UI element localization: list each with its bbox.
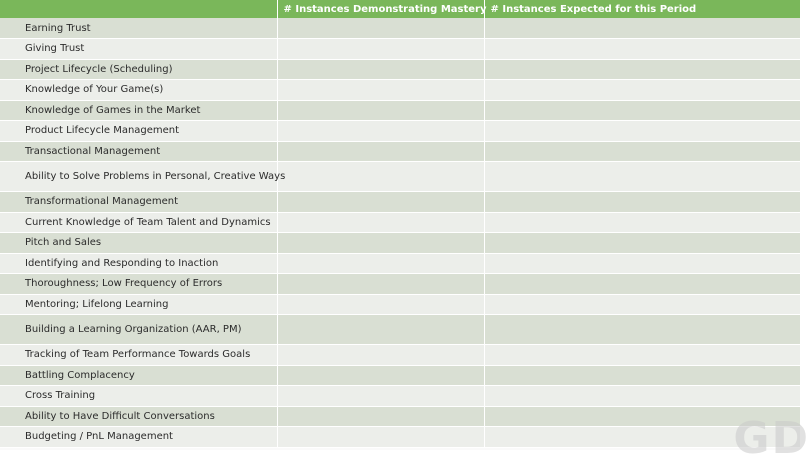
table-row xyxy=(0,59,800,80)
table-header-row xyxy=(0,0,800,18)
expected-cell xyxy=(484,365,800,386)
table-row xyxy=(0,315,800,345)
expected-cell xyxy=(484,315,800,345)
competency-label: Building a Learning Organization (AAR, PM) xyxy=(0,315,277,345)
table-row xyxy=(0,162,800,192)
competency-label: Project Lifecycle (Scheduling) xyxy=(0,59,277,80)
competency-label: Ability to Have Difficult Conversations xyxy=(0,406,277,427)
mastery-cell xyxy=(277,212,484,233)
expected-cell xyxy=(484,121,800,142)
mastery-cell xyxy=(277,121,484,142)
competency-label: Pitch and Sales xyxy=(0,233,277,254)
mastery-cell xyxy=(277,294,484,315)
competency-label: Identifying and Responding to Inaction xyxy=(0,253,277,274)
table-row xyxy=(0,100,800,121)
table-row xyxy=(0,345,800,366)
table-row xyxy=(0,233,800,254)
expected-cell xyxy=(484,274,800,295)
competency-label: Ability to Solve Problems in Personal, Creative Ways xyxy=(0,162,277,192)
competency-label: Battling Complacency xyxy=(0,365,277,386)
expected-cell xyxy=(484,141,800,162)
expected-cell xyxy=(484,253,800,274)
table-row xyxy=(0,406,800,427)
table-row xyxy=(0,294,800,315)
mastery-cell xyxy=(277,406,484,427)
column-header-mastery: # Instances Demonstrating Mastery xyxy=(277,0,484,18)
competency-label: Cross Training xyxy=(0,386,277,407)
competency-label: Knowledge of Games in the Market xyxy=(0,100,277,121)
mastery-cell xyxy=(277,80,484,101)
mastery-cell xyxy=(277,386,484,407)
mastery-cell xyxy=(277,345,484,366)
mastery-cell xyxy=(277,274,484,295)
expected-cell xyxy=(484,212,800,233)
column-header-competency xyxy=(0,0,277,18)
expected-cell xyxy=(484,39,800,60)
competency-label: Knowledge of Your Game(s) xyxy=(0,80,277,101)
table-row xyxy=(0,121,800,142)
expected-cell xyxy=(484,294,800,315)
competency-label: Current Knowledge of Team Talent and Dynamics xyxy=(0,212,277,233)
column-header-expected: # Instances Expected for this Period xyxy=(484,0,800,18)
table-row xyxy=(0,386,800,407)
mastery-cell xyxy=(277,100,484,121)
mastery-cell xyxy=(277,365,484,386)
table-row xyxy=(0,80,800,101)
competency-label: Earning Trust xyxy=(0,18,277,39)
expected-cell xyxy=(484,345,800,366)
expected-cell xyxy=(484,100,800,121)
table-row xyxy=(0,39,800,60)
mastery-cell xyxy=(277,233,484,254)
competency-label: Transactional Management xyxy=(0,141,277,162)
mastery-cell xyxy=(277,253,484,274)
mastery-cell xyxy=(277,59,484,80)
mastery-cell xyxy=(277,39,484,60)
competency-label: Transformational Management xyxy=(0,192,277,213)
competency-label: Mentoring; Lifelong Learning xyxy=(0,294,277,315)
table-row xyxy=(0,212,800,233)
competency-label: Budgeting / PnL Management xyxy=(0,427,277,448)
mastery-cell xyxy=(277,141,484,162)
expected-cell xyxy=(484,80,800,101)
logo-watermark: GD xyxy=(733,413,810,464)
table-row xyxy=(0,274,800,295)
table-row xyxy=(0,141,800,162)
competency-label: Thoroughness; Low Frequency of Errors xyxy=(0,274,277,295)
table-row xyxy=(0,427,800,448)
table-row xyxy=(0,253,800,274)
mastery-cell xyxy=(277,315,484,345)
expected-cell xyxy=(484,59,800,80)
expected-cell xyxy=(484,192,800,213)
expected-cell xyxy=(484,386,800,407)
table-body xyxy=(0,18,800,447)
competency-label: Tracking of Team Performance Towards Goals xyxy=(0,345,277,366)
expected-cell xyxy=(484,233,800,254)
mastery-cell xyxy=(277,427,484,448)
table-row xyxy=(0,192,800,213)
mastery-cell xyxy=(277,162,484,192)
mastery-cell xyxy=(277,192,484,213)
mastery-cell xyxy=(277,18,484,39)
table-row xyxy=(0,365,800,386)
expected-cell xyxy=(484,162,800,192)
competency-label: Giving Trust xyxy=(0,39,277,60)
expected-cell xyxy=(484,18,800,39)
table-row xyxy=(0,18,800,39)
competency-label: Product Lifecycle Management xyxy=(0,121,277,142)
